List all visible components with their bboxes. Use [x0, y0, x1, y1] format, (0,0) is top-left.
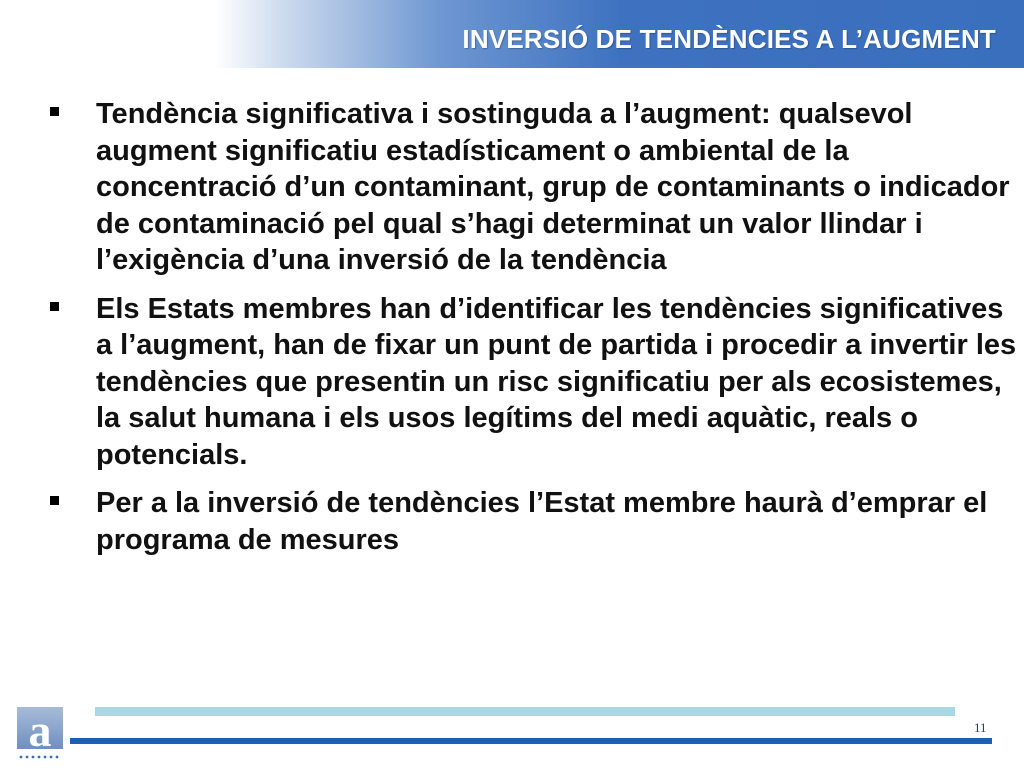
- footer-dark-divider: [70, 738, 992, 744]
- square-bullet-icon: [50, 107, 59, 116]
- slide-title: INVERSIÓ DE TENDÈNCIES A L’AUGMENT: [462, 24, 996, 54]
- logo-icon: [15, 706, 65, 762]
- list-item: [48, 485, 1018, 558]
- bullet-text: Tendència significativa i sostinguda a l’augment: qualsevol augment significatiu estadísticament o ambiental de la concentració d’un contaminant, grup de contaminants o indicador de contaminació pel qual s’hagi determinat un valor llindar i l’exigència d’una inversió de la tendència: [96, 98, 1010, 276]
- header-banner: [0, 0, 1024, 68]
- list-item: [48, 96, 1018, 279]
- square-bullet-icon: [50, 496, 59, 505]
- bullet-text: Per a la inversió de tendències l’Estat membre haurà d’emprar el programa de mesures: [96, 487, 988, 556]
- square-bullet-icon: [50, 302, 59, 311]
- bullet-list: [48, 96, 1018, 570]
- footer-light-divider: [95, 707, 955, 716]
- page-number: 11: [974, 720, 987, 735]
- svg-text:a: a: [28, 706, 52, 756]
- bullet-text: Els Estats membres han d’identificar les tendències significatives a l’augment, han de fixar un punt de partida i procedir a invertir les tendències que presentin un risc significatiu per als ecosistemes, la salut humana i els usos legítims del medi aquàtic, reals o potencials.: [96, 292, 1017, 471]
- list-item: [48, 291, 1018, 474]
